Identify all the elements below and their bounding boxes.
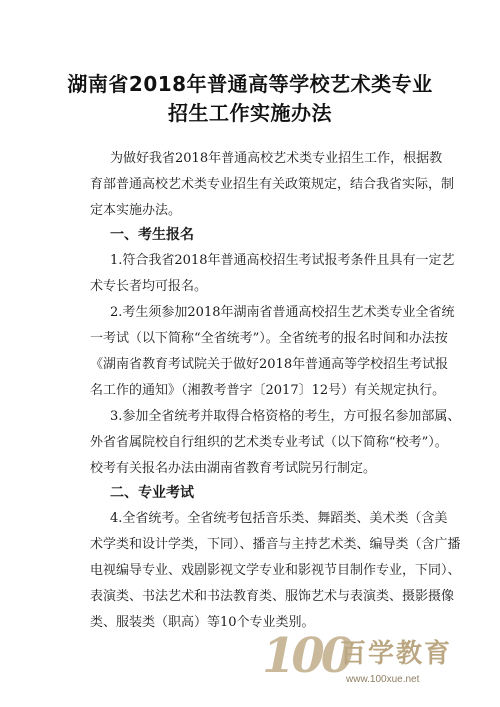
paragraph-line: 育部普通高校艺术类专业招生有关政策规定，结合我省实际，制 <box>90 177 455 192</box>
section-heading-professional-exam: 二、专业考试 <box>110 485 194 501</box>
paragraph-line: 1.符合我省2018年普通高校招生考试报考条件且具有一定艺 <box>110 253 455 268</box>
paragraph-line: 名工作的通知》（湘教考普字〔2017〕12号）有关规定执行。 <box>90 383 446 398</box>
paragraph-line: 校考有关报名办法由湖南省教育考试院另行制定。 <box>90 461 377 476</box>
paragraph-line: 2.考生须参加2018年湖南省普通高校招生艺术类专业全省统 <box>110 305 455 320</box>
paragraph-line: 外省省属院校自行组织的艺术类专业考试（以下简称“校考”）。 <box>90 435 448 450</box>
paragraph-line: 一考试（以下简称“全省统考”）。全省统考的报名时间和办法按 <box>90 331 448 346</box>
paragraph-line: 定本实施办法。 <box>90 203 182 218</box>
watermark-logo <box>262 628 472 698</box>
paragraph-line: 电视编导专业、戏剧影视文学专业和影视节目制作专业，下同）、 <box>90 563 461 578</box>
paragraph-line: 术学类和设计学类，下同）、播音与主持艺术类、编导类（含广播 <box>90 537 461 552</box>
paragraph-line: 表演类、书法艺术和书法教育类、服饰艺术与表演类、摄影摄像 <box>90 589 455 604</box>
watermark-url: www.100xue.net <box>346 674 420 685</box>
paragraph-line: 3.参加全省统考并取得合格资格的考生，方可报名参加部属、 <box>110 409 461 424</box>
paragraph-line: 为做好我省2018年普通高校艺术类专业招生工作，根据教 <box>110 151 443 166</box>
document-title-line-2: 招生工作实施办法 <box>168 101 332 125</box>
watermark-brand-name: 百学教育 <box>340 639 453 669</box>
section-heading-registration: 一、考生报名 <box>110 227 194 243</box>
paragraph-line: 术专长者均可报名。 <box>90 279 208 294</box>
paragraph-line: 4.全省统考。全省统考包括音乐类、舞蹈类、美术类（含美 <box>110 511 448 526</box>
document-title-line-1: 湖南省2018年普通高等学校艺术类专业 <box>67 72 433 96</box>
watermark-digits: 100 <box>262 628 351 684</box>
paragraph-line: 《湖南省教育考试院关于做好2018年普通高等学校招生考试报 <box>90 357 449 372</box>
paragraph-line: 类、服装类（职高）等10个专业类别。 <box>90 615 315 630</box>
